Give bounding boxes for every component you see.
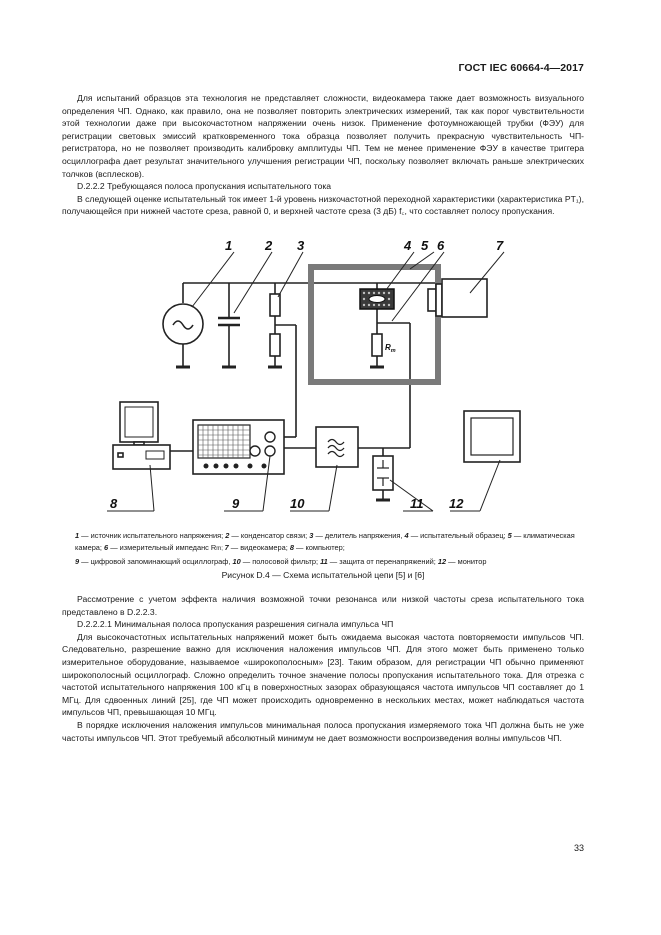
label-12: 12 [449, 496, 464, 511]
label-9: 9 [232, 496, 240, 511]
monitor [464, 411, 520, 462]
label-3: 3 [297, 238, 305, 253]
figure-caption: Рисунок D.4 — Схема испытательной цепи [5] и [6] [221, 570, 425, 580]
label-5: 5 [421, 238, 429, 253]
label-11: 11 [410, 496, 424, 511]
page-number: 33 [573, 843, 584, 853]
computer [113, 402, 170, 469]
label-1: 1 [225, 238, 233, 253]
paragraph: В порядке исключения наложения импульсов минимальная полоса пропускания измеряемого тока ЧП должна быть не уже частоты импульсов ЧП. Этот требуемый абсолютный минимум не дает возможности воспроизведения волны импульсов ЧП. [62, 719, 584, 743]
paragraph: Рассмотрение с учетом эффекта наличия возможной точки резонанса или низкой частоты среза испытательного тока представлено в D.2.2.3. [62, 594, 584, 617]
label-7: 7 [496, 238, 504, 253]
paragraph: Для высокочастотных испытательных напряжений может быть ожидаема высокая частота повторяемости импульсов ЧП. Следовательно, разрешение важно для исключения наложения импульсов ЧП. Для этого может быть применено только измерительное оборудование, называемое «широкополосным» [23]. Таким образом, для регистрации ЧП обычно применяют широкополосный осциллограф. Сложно определить точное значение полосы пропускания испытательного тока. Для отрезка с частотой испытательного напряжения 100 кГц в поверхностных зазорах образующаяся частота импульсов ЧП составляет до 1 МГц. Для сдвоенных линий [25], где ЧП может происходить одновременно в нескольких местах, может наблюдаться частота импульсов ЧП, превышающая 10 МГц. [62, 631, 584, 718]
climatic-chamber [311, 267, 438, 382]
oscilloscope [193, 420, 284, 474]
figure-legend [75, 530, 575, 567]
paragraph: Для испытаний образцов эта технология не представляет сложности, видеокамера также дает возможность визуального определения ЧП. Однако, как правило, она не позволяет повторить электрических измерений, так как порог чувствительности этой технологии даже при высокочастотном напряжении очень низок. Применение фотоумножающей трубки (ФЭУ) для регистрации световых эмиссий кратковременного тока образца позволяет получить прекрасную чувствительность ЧП-регистратора, но не позволяет производить калибровку амплитуды ЧП. Тем не менее применение ФЭУ в качестве триггера осциллографа дает результат значительного улучшения регистрации ЧП, поскольку позволяет включать раньше электрических толчков (всплесков). [62, 93, 584, 179]
paragraph: В следующей оценке испытательный ток имеет 1-й уровень низкочастотной переходной характеристики (характеристика PT₁), получающейся при нижней частоте среза, равной 0, и верхней частоте среза (3 дБ) f꜀, что составляет полосу пропускания. [62, 193, 584, 217]
subsection-heading: D.2.2.2.1 Минимальная полоса пропускания разрешения сигнала импульса ЧП [77, 619, 394, 630]
band-pass-filter [316, 427, 358, 467]
video-camera [428, 279, 487, 317]
label-8: 8 [110, 496, 118, 511]
text-block-bottom [62, 593, 584, 744]
label-6: 6 [437, 238, 445, 253]
label-2: 2 [265, 238, 273, 253]
label-10: 10 [290, 496, 305, 511]
standard-header: ГОСТ IEC 60664-4—2017 [458, 62, 584, 74]
subsection-heading: D.2.2.2 Требующаяся полоса пропускания испытательного тока [77, 181, 332, 192]
resistor-subscript: m [390, 348, 396, 354]
surge-protection [373, 456, 393, 490]
label-4: 4 [404, 238, 412, 253]
resistor-label: R [385, 343, 391, 352]
svg-text:Rm [385, 343, 396, 354]
legend-line-1: 1 — источник испытательного напряжения; 2 — конденсатор связи; 3 — делитель напряжения, 4 — испытательный образец; 5 — климатическая камера; 6 — измерительный импеданс Rm; 7 — видеокамера; 8 — компьютер; 9 — цифровой запоминающий осциллограф, 10 — полосовой фильтр; 11 — защита от перенапряжений; 12 — монитор [75, 531, 575, 566]
